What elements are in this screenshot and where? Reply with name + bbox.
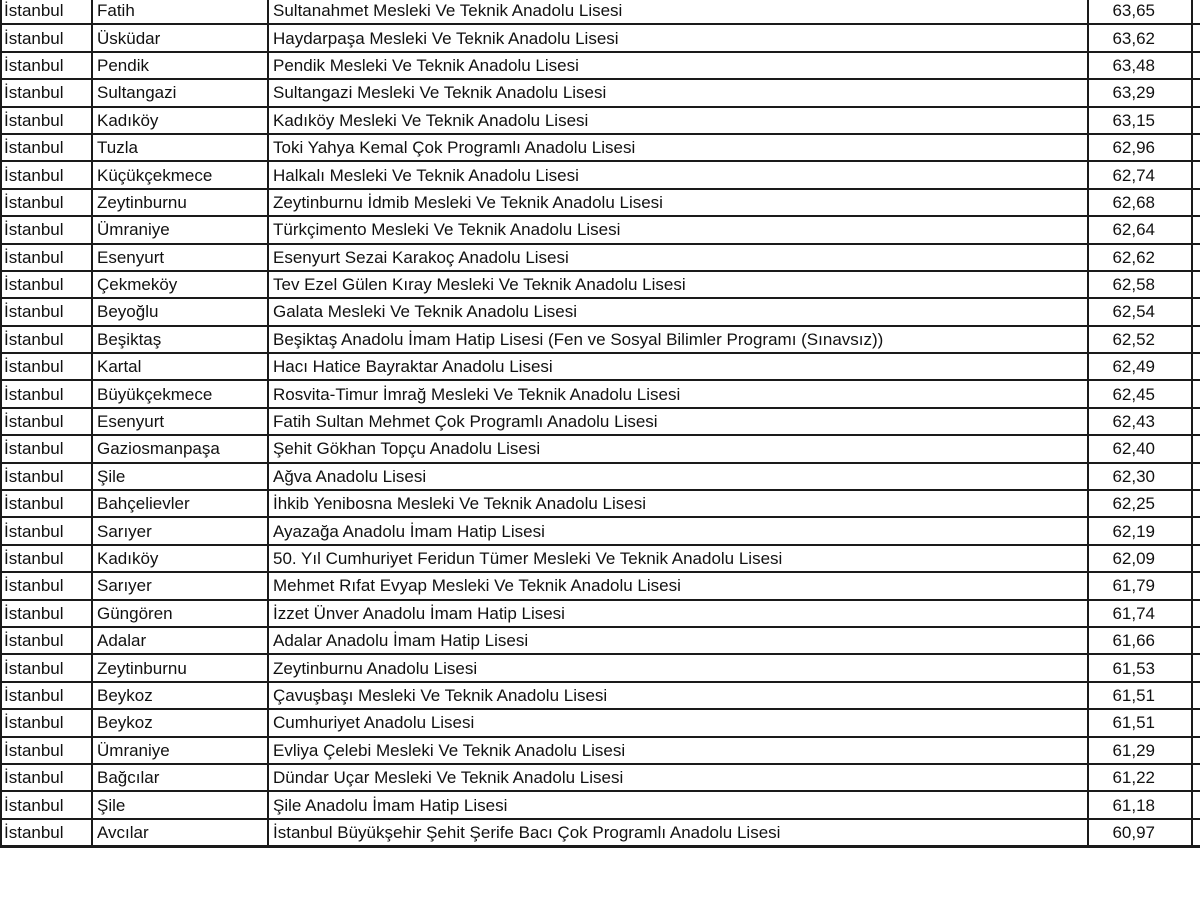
province-cell: İstanbul	[1, 600, 92, 627]
school-name-cell: Türkçimento Mesleki Ve Teknik Anadolu Lisesi	[268, 216, 1088, 243]
district-cell: Şile	[92, 791, 268, 818]
score-cell: 63,48	[1088, 52, 1192, 79]
empty-cell	[1192, 298, 1200, 325]
table-row	[1, 0, 1200, 24]
score-cell: 61,51	[1088, 682, 1192, 709]
table-row	[1, 189, 1200, 216]
school-name-cell: İhkib Yenibosna Mesleki Ve Teknik Anadolu Lisesi	[268, 490, 1088, 517]
district-cell: Çekmeköy	[92, 271, 268, 298]
empty-cell	[1192, 271, 1200, 298]
empty-cell	[1192, 572, 1200, 599]
province-cell: İstanbul	[1, 353, 92, 380]
school-name-cell: Haydarpaşa Mesleki Ve Teknik Anadolu Lisesi	[268, 24, 1088, 51]
province-cell: İstanbul	[1, 326, 92, 353]
empty-cell	[1192, 216, 1200, 243]
score-cell: 62,45	[1088, 380, 1192, 407]
table-row	[1, 298, 1200, 325]
score-cell: 62,30	[1088, 463, 1192, 490]
school-name-cell: İzzet Ünver Anadolu İmam Hatip Lisesi	[268, 600, 1088, 627]
empty-cell	[1192, 764, 1200, 791]
score-cell: 62,09	[1088, 545, 1192, 572]
score-cell: 62,68	[1088, 189, 1192, 216]
district-cell: Beykoz	[92, 709, 268, 736]
empty-cell	[1192, 107, 1200, 134]
empty-cell	[1192, 545, 1200, 572]
score-cell: 63,62	[1088, 24, 1192, 51]
district-cell: Bahçelievler	[92, 490, 268, 517]
score-cell: 62,54	[1088, 298, 1192, 325]
table-row	[1, 737, 1200, 764]
empty-cell	[1192, 791, 1200, 818]
school-name-cell: Cumhuriyet Anadolu Lisesi	[268, 709, 1088, 736]
score-cell: 61,79	[1088, 572, 1192, 599]
district-cell: Beşiktaş	[92, 326, 268, 353]
district-cell: Sultangazi	[92, 79, 268, 106]
score-cell: 62,96	[1088, 134, 1192, 161]
table-row	[1, 600, 1200, 627]
table-row	[1, 161, 1200, 188]
district-cell: Büyükçekmece	[92, 380, 268, 407]
table-row	[1, 244, 1200, 271]
empty-cell	[1192, 490, 1200, 517]
district-cell: Sarıyer	[92, 517, 268, 544]
score-cell: 63,65	[1088, 0, 1192, 24]
district-cell: Zeytinburnu	[92, 654, 268, 681]
province-cell: İstanbul	[1, 435, 92, 462]
score-cell: 61,18	[1088, 791, 1192, 818]
table-row	[1, 408, 1200, 435]
district-cell: Esenyurt	[92, 244, 268, 271]
table-row	[1, 545, 1200, 572]
table-row	[1, 216, 1200, 243]
table-row	[1, 326, 1200, 353]
score-cell: 60,97	[1088, 819, 1192, 847]
score-cell: 62,40	[1088, 435, 1192, 462]
score-cell: 63,29	[1088, 79, 1192, 106]
province-cell: İstanbul	[1, 654, 92, 681]
table-row	[1, 490, 1200, 517]
score-cell: 62,19	[1088, 517, 1192, 544]
score-cell: 61,51	[1088, 709, 1192, 736]
score-cell: 61,29	[1088, 737, 1192, 764]
district-cell: Kadıköy	[92, 545, 268, 572]
empty-cell	[1192, 819, 1200, 847]
district-cell: Beyoğlu	[92, 298, 268, 325]
school-name-cell: Sultanahmet Mesleki Ve Teknik Anadolu Lisesi	[268, 0, 1088, 24]
province-cell: İstanbul	[1, 24, 92, 51]
score-cell: 61,74	[1088, 600, 1192, 627]
school-name-cell: Galata Mesleki Ve Teknik Anadolu Lisesi	[268, 298, 1088, 325]
school-name-cell: Esenyurt Sezai Karakoç Anadolu Lisesi	[268, 244, 1088, 271]
district-cell: Pendik	[92, 52, 268, 79]
province-cell: İstanbul	[1, 298, 92, 325]
table-row	[1, 791, 1200, 818]
province-cell: İstanbul	[1, 490, 92, 517]
empty-cell	[1192, 0, 1200, 24]
empty-cell	[1192, 737, 1200, 764]
province-cell: İstanbul	[1, 627, 92, 654]
score-cell: 62,62	[1088, 244, 1192, 271]
district-cell: Zeytinburnu	[92, 189, 268, 216]
table-row	[1, 271, 1200, 298]
province-cell: İstanbul	[1, 79, 92, 106]
province-cell: İstanbul	[1, 819, 92, 847]
table-row	[1, 764, 1200, 791]
school-name-cell: Çavuşbaşı Mesleki Ve Teknik Anadolu Lisesi	[268, 682, 1088, 709]
empty-cell	[1192, 353, 1200, 380]
province-cell: İstanbul	[1, 463, 92, 490]
district-cell: Kadıköy	[92, 107, 268, 134]
province-cell: İstanbul	[1, 737, 92, 764]
table-row	[1, 627, 1200, 654]
table-row	[1, 79, 1200, 106]
district-cell: Ümraniye	[92, 216, 268, 243]
district-cell: Esenyurt	[92, 408, 268, 435]
score-cell: 62,64	[1088, 216, 1192, 243]
province-cell: İstanbul	[1, 271, 92, 298]
table-row	[1, 819, 1200, 847]
empty-cell	[1192, 435, 1200, 462]
school-name-cell: Fatih Sultan Mehmet Çok Programlı Anadolu Lisesi	[268, 408, 1088, 435]
province-cell: İstanbul	[1, 572, 92, 599]
table-row	[1, 24, 1200, 51]
table-row	[1, 463, 1200, 490]
school-name-cell: Evliya Çelebi Mesleki Ve Teknik Anadolu Lisesi	[268, 737, 1088, 764]
empty-cell	[1192, 463, 1200, 490]
score-cell: 62,52	[1088, 326, 1192, 353]
school-name-cell: Adalar Anadolu İmam Hatip Lisesi	[268, 627, 1088, 654]
district-cell: Adalar	[92, 627, 268, 654]
district-cell: Gaziosmanpaşa	[92, 435, 268, 462]
empty-cell	[1192, 600, 1200, 627]
score-cell: 61,22	[1088, 764, 1192, 791]
empty-cell	[1192, 517, 1200, 544]
province-cell: İstanbul	[1, 52, 92, 79]
district-cell: Sarıyer	[92, 572, 268, 599]
score-cell: 62,74	[1088, 161, 1192, 188]
table-row	[1, 517, 1200, 544]
empty-cell	[1192, 326, 1200, 353]
school-score-table-body	[1, 0, 1200, 847]
empty-cell	[1192, 134, 1200, 161]
empty-cell	[1192, 627, 1200, 654]
table-row	[1, 134, 1200, 161]
district-cell: Avcılar	[92, 819, 268, 847]
province-cell: İstanbul	[1, 0, 92, 24]
school-name-cell: Şile Anadolu İmam Hatip Lisesi	[268, 791, 1088, 818]
province-cell: İstanbul	[1, 134, 92, 161]
province-cell: İstanbul	[1, 545, 92, 572]
district-cell: Güngören	[92, 600, 268, 627]
school-name-cell: Mehmet Rıfat Evyap Mesleki Ve Teknik Anadolu Lisesi	[268, 572, 1088, 599]
school-name-cell: 50. Yıl Cumhuriyet Feridun Tümer Mesleki Ve Teknik Anadolu Lisesi	[268, 545, 1088, 572]
province-cell: İstanbul	[1, 244, 92, 271]
table-row	[1, 654, 1200, 681]
score-cell: 62,25	[1088, 490, 1192, 517]
school-name-cell: Pendik Mesleki Ve Teknik Anadolu Lisesi	[268, 52, 1088, 79]
province-cell: İstanbul	[1, 189, 92, 216]
empty-cell	[1192, 161, 1200, 188]
school-name-cell: İstanbul Büyükşehir Şehit Şerife Bacı Çok Programlı Anadolu Lisesi	[268, 819, 1088, 847]
district-cell: Fatih	[92, 0, 268, 24]
empty-cell	[1192, 244, 1200, 271]
table-row	[1, 709, 1200, 736]
empty-cell	[1192, 79, 1200, 106]
table-row	[1, 353, 1200, 380]
empty-cell	[1192, 380, 1200, 407]
table-row	[1, 52, 1200, 79]
school-name-cell: Şehit Gökhan Topçu Anadolu Lisesi	[268, 435, 1088, 462]
province-cell: İstanbul	[1, 791, 92, 818]
province-cell: İstanbul	[1, 709, 92, 736]
empty-cell	[1192, 24, 1200, 51]
table-row	[1, 572, 1200, 599]
district-cell: Bağcılar	[92, 764, 268, 791]
school-name-cell: Rosvita-Timur İmrağ Mesleki Ve Teknik Anadolu Lisesi	[268, 380, 1088, 407]
table-row	[1, 107, 1200, 134]
province-cell: İstanbul	[1, 517, 92, 544]
province-cell: İstanbul	[1, 216, 92, 243]
district-cell: Şile	[92, 463, 268, 490]
school-name-cell: Sultangazi Mesleki Ve Teknik Anadolu Lisesi	[268, 79, 1088, 106]
table-row	[1, 380, 1200, 407]
table-row	[1, 435, 1200, 462]
school-name-cell: Kadıköy Mesleki Ve Teknik Anadolu Lisesi	[268, 107, 1088, 134]
school-name-cell: Ağva Anadolu Lisesi	[268, 463, 1088, 490]
school-name-cell: Beşiktaş Anadolu İmam Hatip Lisesi (Fen ve Sosyal Bilimler Programı (Sınavsız))	[268, 326, 1088, 353]
school-name-cell: Ayazağa Anadolu İmam Hatip Lisesi	[268, 517, 1088, 544]
empty-cell	[1192, 189, 1200, 216]
school-name-cell: Halkalı Mesleki Ve Teknik Anadolu Lisesi	[268, 161, 1088, 188]
score-cell: 63,15	[1088, 107, 1192, 134]
school-name-cell: Zeytinburnu İdmib Mesleki Ve Teknik Anadolu Lisesi	[268, 189, 1088, 216]
province-cell: İstanbul	[1, 764, 92, 791]
empty-cell	[1192, 52, 1200, 79]
empty-cell	[1192, 408, 1200, 435]
empty-cell	[1192, 709, 1200, 736]
score-cell: 62,49	[1088, 353, 1192, 380]
school-name-cell: Hacı Hatice Bayraktar Anadolu Lisesi	[268, 353, 1088, 380]
district-cell: Küçükçekmece	[92, 161, 268, 188]
school-name-cell: Toki Yahya Kemal Çok Programlı Anadolu Lisesi	[268, 134, 1088, 161]
school-name-cell: Dündar Uçar Mesleki Ve Teknik Anadolu Lisesi	[268, 764, 1088, 791]
school-name-cell: Zeytinburnu Anadolu Lisesi	[268, 654, 1088, 681]
empty-cell	[1192, 682, 1200, 709]
province-cell: İstanbul	[1, 682, 92, 709]
province-cell: İstanbul	[1, 107, 92, 134]
district-cell: Ümraniye	[92, 737, 268, 764]
school-name-cell: Tev Ezel Gülen Kıray Mesleki Ve Teknik Anadolu Lisesi	[268, 271, 1088, 298]
province-cell: İstanbul	[1, 161, 92, 188]
score-cell: 61,53	[1088, 654, 1192, 681]
score-cell: 62,43	[1088, 408, 1192, 435]
empty-cell	[1192, 654, 1200, 681]
score-cell: 62,58	[1088, 271, 1192, 298]
district-cell: Beykoz	[92, 682, 268, 709]
district-cell: Tuzla	[92, 134, 268, 161]
district-cell: Üsküdar	[92, 24, 268, 51]
table-row	[1, 682, 1200, 709]
district-cell: Kartal	[92, 353, 268, 380]
province-cell: İstanbul	[1, 408, 92, 435]
province-cell: İstanbul	[1, 380, 92, 407]
score-cell: 61,66	[1088, 627, 1192, 654]
